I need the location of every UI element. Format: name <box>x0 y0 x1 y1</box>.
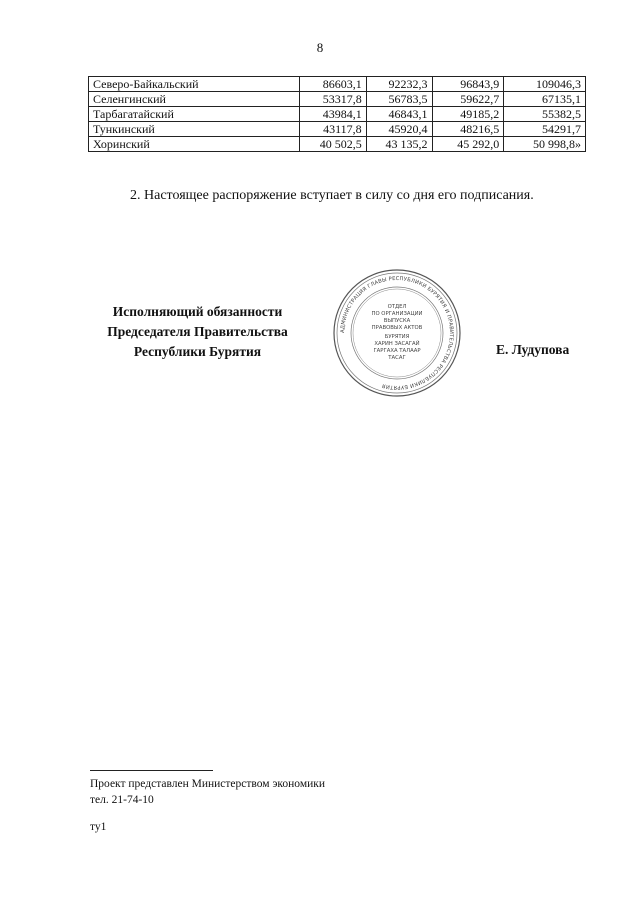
footnote-line: Проект представлен Министерством экономики <box>90 778 326 790</box>
official-seal <box>332 268 462 398</box>
footnote-line: тел. 21-74-10 <box>90 794 154 806</box>
seal-inner-text: ГАРГАХА ТАЛААР <box>373 348 421 354</box>
signer-title-line: Республики Бурятия <box>133 344 262 359</box>
district-name: Хоринский <box>89 137 300 152</box>
table-cell: 55382,5 <box>504 107 586 122</box>
table-cell: 54291,7 <box>504 122 586 137</box>
table-cell: 46843,1 <box>366 107 432 122</box>
footnote <box>90 776 325 808</box>
seal-inner-text: ХАРИН ЗАСАГАЙ <box>374 341 420 347</box>
table-cell: 48216,5 <box>432 122 504 137</box>
seal-inner-text: ТАСАГ <box>388 355 406 361</box>
district-name: Тарбагатайский <box>89 107 300 122</box>
table-cell: 96843,9 <box>432 77 504 92</box>
seal-inner-text: ПО ОРГАНИЗАЦИИ <box>371 311 423 317</box>
document-code: ту1 <box>90 821 107 833</box>
svg-text:АДМИНИСТРАЦИЯ ГЛАВЫ РЕСПУБЛИКИ <box>340 276 454 390</box>
table-cell: 40 502,5 <box>299 137 366 152</box>
district-table <box>88 76 586 152</box>
signer-title-line: Исполняющий обязанности <box>112 304 283 319</box>
clause-text: 2. Настоящее распоряжение вступает в силу со дня его подписания. <box>130 188 534 203</box>
footnote-divider <box>90 770 213 771</box>
table-cell: 43 135,2 <box>366 137 432 152</box>
district-name: Тункинский <box>89 122 300 137</box>
table-cell: 45920,4 <box>366 122 432 137</box>
signer-title <box>90 302 305 362</box>
table-cell: 109046,3 <box>504 77 586 92</box>
table-cell: 45 292,0 <box>432 137 504 152</box>
table-cell: 43984,1 <box>299 107 366 122</box>
table-cell: 67135,1 <box>504 92 586 107</box>
district-name: Селенгинский <box>89 92 300 107</box>
table-cell: 56783,5 <box>366 92 432 107</box>
district-name: Северо-Байкальский <box>89 77 300 92</box>
table-row <box>89 77 586 92</box>
table-cell: 43117,8 <box>299 122 366 137</box>
seal-outer-text: АДМИНИСТРАЦИЯ ГЛАВЫ РЕСПУБЛИКИ БУРЯТИЯ И ПРАВИТЕЛЬСТВА РЕСПУБЛИКИ БУРЯТИЯ <box>339 275 455 391</box>
table-cell: 92232,3 <box>366 77 432 92</box>
signer-name: Е. Лудупова <box>496 342 570 357</box>
seal-inner-text: ПРАВОВЫХ АКТОВ <box>371 325 423 331</box>
table-cell: 86603,1 <box>299 77 366 92</box>
seal-inner-text: ОТДЕЛ <box>387 304 407 310</box>
seal-inner-text: ВЫПУСКА <box>383 318 411 324</box>
table-row <box>89 107 586 122</box>
table-cell: 50 998,8» <box>504 137 586 152</box>
table-cell: 59622,7 <box>432 92 504 107</box>
signer-title-line: Председателя Правительства <box>107 324 288 339</box>
table-cell: 49185,2 <box>432 107 504 122</box>
table-cell: 53317,8 <box>299 92 366 107</box>
table-row <box>89 122 586 137</box>
page-number: 8 <box>316 40 324 55</box>
table-row <box>89 92 586 107</box>
seal-inner-text: БУРЯТИЯ <box>384 334 410 340</box>
table-row <box>89 137 586 152</box>
